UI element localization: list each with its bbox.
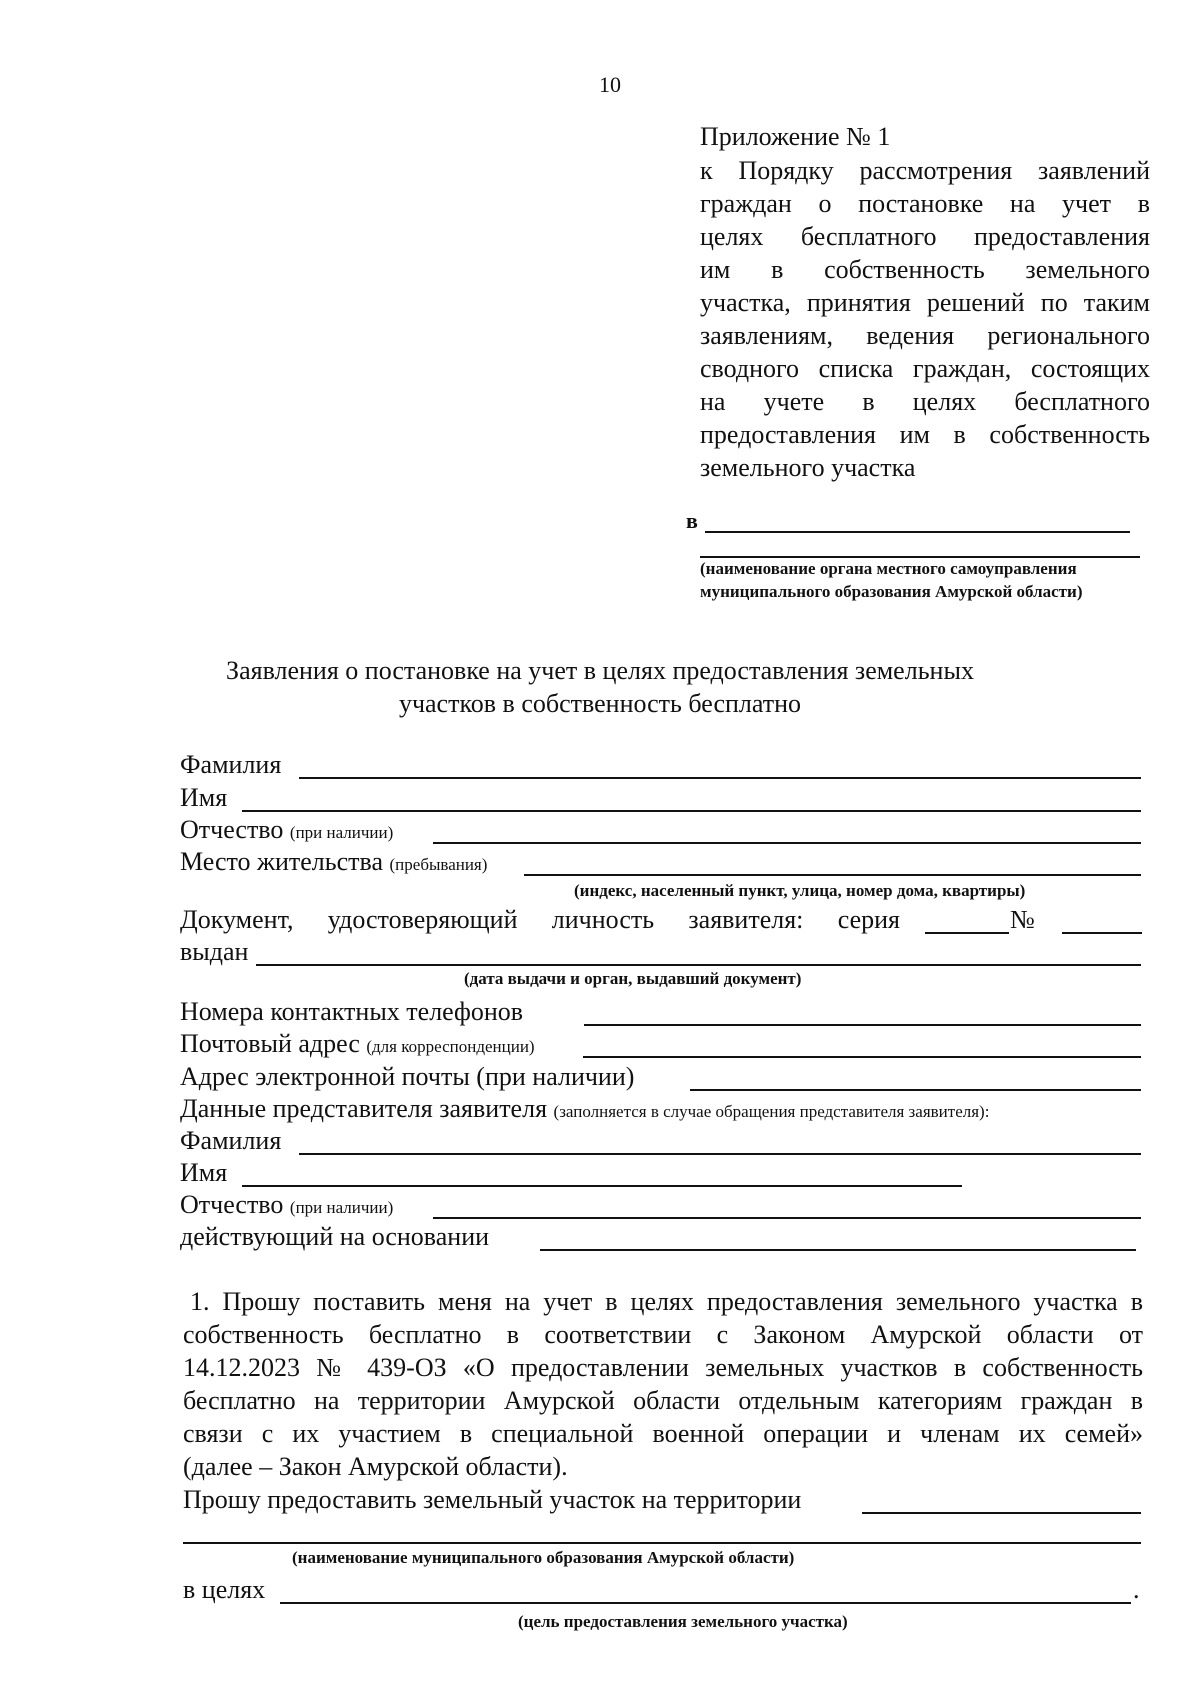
page-number: 10 (599, 72, 621, 97)
applicant-phones-label: Номера контактных телефонов (180, 997, 524, 1026)
territory-label: Прошу предоставить земельный участок на территории (183, 1485, 802, 1514)
document-title-line-2: участков в собственность бесплатно (398, 689, 802, 718)
addressee-prefix: в (686, 508, 698, 533)
territory-row (0, 1480, 1200, 1520)
request-line: бесплатно на территории Амурской области отдельным категориям граждан в (183, 1386, 1143, 1415)
applicant-document-number-label: № (1010, 905, 1035, 934)
representative-basis-field[interactable] (540, 1249, 1136, 1251)
appendix-line: участка, принятия решений по таким (700, 288, 1150, 317)
purpose-field[interactable] (280, 1602, 1131, 1604)
addressee-caption-2: муниципального образования Амурской области) (700, 582, 1083, 601)
request-line: собственность бесплатно в соответствии с Законом Амурской области от (183, 1320, 1143, 1349)
purpose-caption: (цель предоставления земельного участка) (518, 1612, 848, 1631)
request-line: 1. Прошу поставить меня на учет в целях предоставления земельного участка в (190, 1287, 1143, 1316)
appendix-line: предоставления им в собственность (700, 420, 1150, 449)
appendix-line: целях бесплатного предоставления (700, 222, 1150, 251)
applicant-issued-row (0, 932, 1200, 972)
appendix-line: им в собственность земельного (700, 255, 1150, 284)
residence-caption: (индекс, населенный пункт, улица, номер дома, квартиры) (574, 881, 1026, 900)
territory-field-line-2[interactable] (183, 1542, 1141, 1544)
applicant-residence-field[interactable] (524, 874, 1141, 876)
addressee-caption-1: (наименование органа местного самоуправления (700, 559, 1077, 578)
applicant-postal-label: Почтовый адрес (для корреспонденции) (180, 1029, 535, 1058)
appendix-line: граждан о постановке на учет в (700, 189, 1150, 218)
request-line-last: (далее – Закон Амурской области). (183, 1452, 568, 1481)
territory-field[interactable] (862, 1512, 1141, 1514)
applicant-issued-label: выдан (180, 937, 249, 966)
applicant-name-label: Имя (180, 783, 228, 812)
applicant-patronymic-label: Отчество (при наличии) (180, 815, 394, 844)
applicant-document-label: Документ, удостоверяющий личность заявителя: серия (180, 905, 900, 934)
representative-surname-label: Фамилия (180, 1126, 282, 1155)
applicant-email-label: Адрес электронной почты (при наличии) (180, 1062, 635, 1091)
request-line: 14.12.2023 № 439-ОЗ «О предоставлении земельных участков в собственность (183, 1353, 1143, 1382)
appendix-line: сводного списка граждан, состоящих (700, 354, 1150, 383)
purpose-row (0, 1570, 1200, 1610)
issued-caption: (дата выдачи и орган, выдавший документ) (464, 969, 802, 988)
applicant-residence-label: Место жительства (пребывания) (180, 847, 488, 876)
representative-patronymic-label: Отчество (при наличии) (180, 1190, 394, 1219)
purpose-end-dot: . (1133, 1575, 1140, 1604)
representative-basis-row (0, 1217, 1200, 1257)
applicant-surname-label: Фамилия (180, 750, 282, 779)
appendix-line: к Порядку рассмотрения заявлений (700, 156, 1150, 185)
purpose-label: в целях (183, 1575, 266, 1604)
territory-caption: (наименование муниципального образования Амурской области) (292, 1548, 795, 1567)
request-line: связи с их участием в специальной военной операции и членам их семей» (183, 1419, 1143, 1448)
appendix-line: заявлениям, ведения регионального (700, 321, 1150, 350)
document-title-line-1: Заявления о постановке на учет в целях предоставления земельных (226, 656, 974, 685)
applicant-residence-row (0, 842, 1200, 882)
representative-name-label: Имя (180, 1158, 228, 1187)
appendix-line: на учете в целях бесплатного (700, 387, 1150, 416)
addressee-line-1[interactable] (705, 531, 1130, 533)
appendix-line: земельного участка (700, 453, 916, 482)
applicant-issued-field[interactable] (256, 964, 1141, 966)
appendix-title: Приложение № 1 (700, 122, 891, 151)
representative-header: Данные представителя заявителя (заполняется в случае обращения представителя заявителя): (180, 1094, 990, 1123)
representative-basis-label: действующий на основании (180, 1222, 490, 1251)
